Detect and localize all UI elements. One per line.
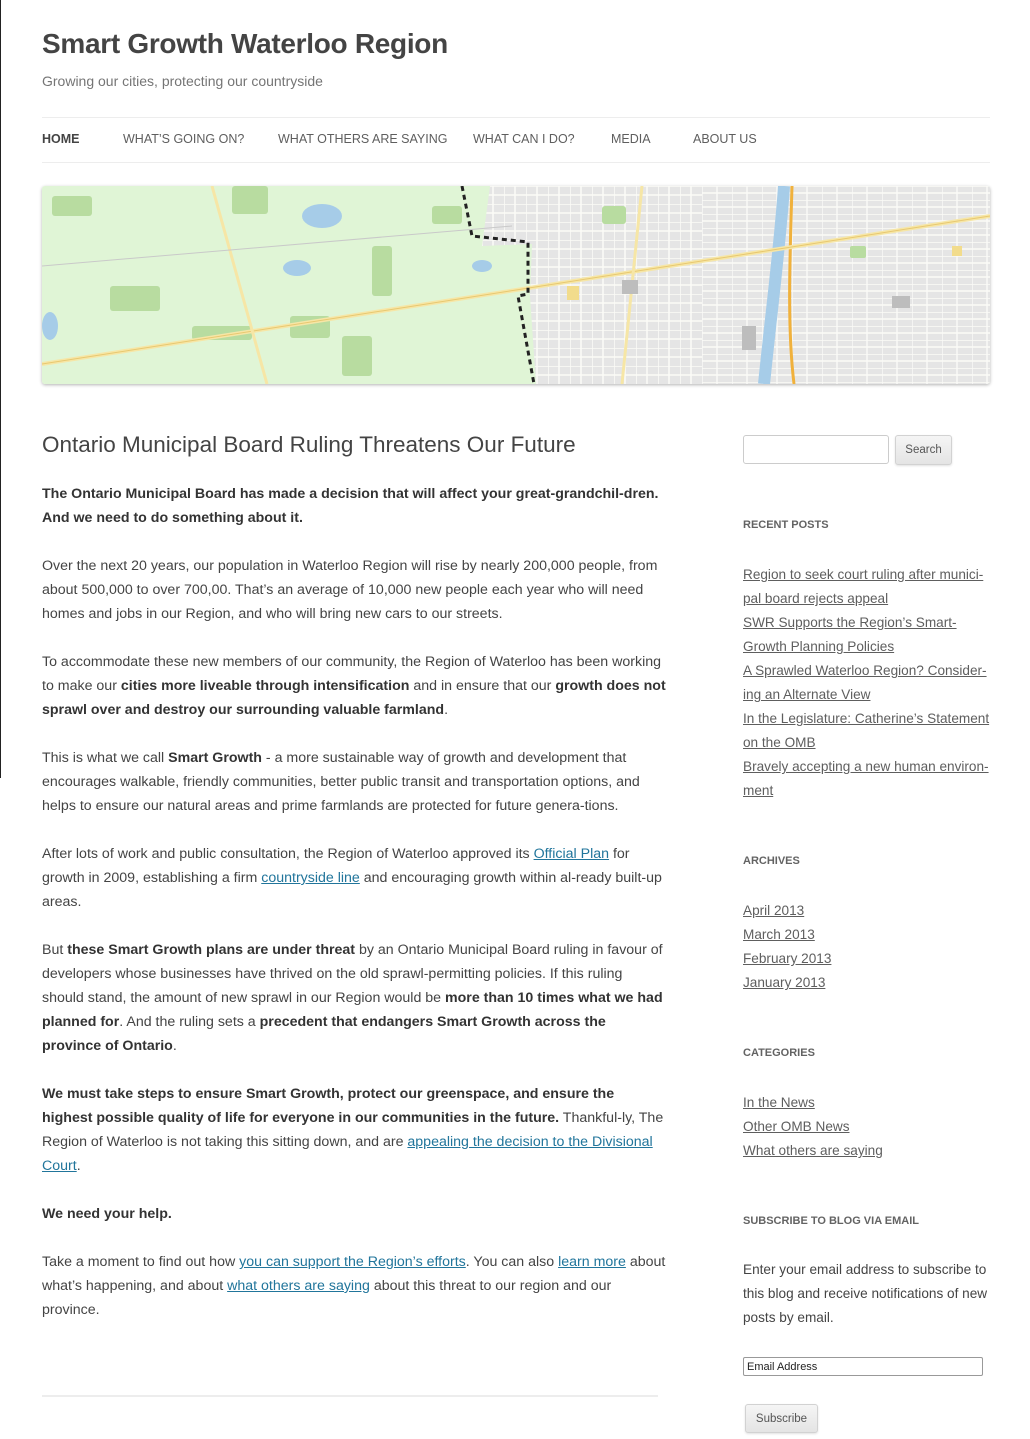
text: Take a moment to find out how	[42, 1254, 240, 1270]
list-item	[743, 1115, 991, 1139]
list-item	[743, 611, 991, 659]
nav-item-what-can-i-do[interactable]: WHAT CAN I DO?	[473, 132, 575, 146]
recent-post-link[interactable]: SWR Supports the Region’s Smart-Growth Planning Policies	[743, 615, 957, 654]
archives-heading: ARCHIVES	[743, 855, 800, 867]
text: .	[172, 1038, 177, 1054]
text: After lots of work and public consultation, the Region of Waterloo approved its	[42, 846, 534, 862]
text: Thankful-ly, The Region of Waterloo is not taking this sitting down, and are	[42, 1110, 664, 1150]
call-to-action-bold: We need your help.	[42, 1206, 172, 1222]
text: . And the ruling sets a	[119, 1014, 260, 1030]
recent-posts-heading: RECENT POSTS	[743, 519, 829, 531]
nav-item-whats-going-on[interactable]: WHAT’S GOING ON?	[123, 132, 245, 146]
recent-post-link[interactable]: A Sprawled Waterloo Region? Consider-ing an Alternate View	[743, 663, 987, 702]
site-description: Growing our cities, protecting our countryside	[42, 73, 323, 89]
text: .	[444, 702, 449, 718]
bold-text: We must take steps to ensure Smart Growth, protect our greenspace, and ensure the highest possible quality of life for everyone in our communities in the future.	[42, 1086, 615, 1126]
subscribe-description: Enter your email address to subscribe to this blog and receive notifications of new posts by email.	[743, 1262, 988, 1325]
bold-text: precedent that endangers Smart Growth across the province of Ontario	[42, 1014, 606, 1054]
post-paragraph	[42, 842, 667, 914]
window-edge	[0, 0, 1, 778]
post-title[interactable]: Ontario Municipal Board Ruling Threatens Our Future	[42, 432, 576, 457]
appealing-decision-link[interactable]: appealing the decision to the Divisional Court	[42, 1134, 653, 1174]
text: about what’s happening, and about	[42, 1254, 666, 1294]
nav-item-media[interactable]: MEDIA	[611, 132, 651, 146]
text: - a more sustainable way of growth and development that encourages walkable, friendly communities, better public transit and transportation options, and helps to ensure our natural areas and prime farmlands are protected for future genera-tions.	[42, 750, 640, 814]
nav-item-home[interactable]: HOME	[42, 132, 80, 146]
site-title[interactable]: Smart Growth Waterloo Region	[42, 28, 448, 59]
list-item	[743, 707, 991, 755]
main-navigation	[42, 117, 990, 163]
list-item	[743, 923, 991, 947]
list-item	[743, 947, 991, 971]
nav-item-about-us[interactable]: ABOUT US	[693, 132, 757, 146]
map-banner-icon	[42, 186, 990, 384]
text: This is what we call	[42, 750, 169, 766]
archive-link[interactable]: April 2013	[743, 903, 805, 918]
recent-post-link[interactable]: Region to seek court ruling after munici-pal board rejects appeal	[743, 567, 984, 606]
text: and encouraging growth within al-ready built-up areas.	[42, 870, 662, 910]
list-item	[743, 971, 991, 995]
post-paragraph	[42, 482, 667, 530]
list-item	[743, 899, 991, 923]
category-link[interactable]: In the News	[743, 1095, 815, 1110]
text: by an Ontario Municipal Board ruling in favour of developers whose businesses have thrived on the old sprawl-permitting policies. If this ruling should stand, the amount of new sprawl in our Region would be	[42, 942, 663, 1006]
post-paragraph	[42, 938, 667, 1058]
post-paragraph	[42, 1250, 667, 1322]
post-paragraph	[42, 746, 667, 818]
list-item	[743, 755, 991, 803]
subscribe-heading: SUBSCRIBE TO BLOG VIA EMAIL	[743, 1215, 920, 1227]
post-content	[42, 482, 667, 1346]
header-map-image[interactable]	[42, 186, 990, 384]
search-input[interactable]	[743, 435, 889, 464]
archive-link[interactable]: January 2013	[743, 975, 826, 990]
text: about this threat to our region and our province.	[42, 1278, 612, 1318]
post-paragraph	[42, 1202, 667, 1226]
recent-post-link[interactable]: Bravely accepting a new human environ-ment	[743, 759, 989, 798]
recent-posts-list	[743, 563, 991, 803]
archives-list	[743, 899, 991, 995]
subscribe-button[interactable]: Subscribe	[745, 1404, 818, 1433]
official-plan-link[interactable]: Official Plan	[533, 846, 610, 862]
bold-text: Smart Growth	[168, 750, 262, 766]
support-region-link[interactable]: you can support the Region’s efforts	[239, 1254, 466, 1270]
post-paragraph	[42, 650, 667, 722]
bold-text: growth does not sprawl over and destroy our surrounding valuable farmland	[42, 678, 666, 718]
category-link[interactable]: Other OMB News	[743, 1119, 850, 1134]
archive-link[interactable]: March 2013	[743, 927, 815, 942]
email-field[interactable]	[743, 1357, 983, 1376]
recent-post-link[interactable]: In the Legislature: Catherine’s Statement on the OMB	[743, 711, 990, 750]
what-others-are-saying-link[interactable]: what others are saying	[227, 1278, 370, 1294]
learn-more-link[interactable]: learn more	[558, 1254, 626, 1270]
countryside-line-link[interactable]: countryside line	[261, 870, 360, 886]
post-paragraph	[42, 1082, 667, 1178]
categories-heading: CATEGORIES	[743, 1047, 815, 1059]
text: To accommodate these new members of our community, the Region of Waterloo has been working to make our	[42, 654, 662, 694]
post-intro-bold: The Ontario Municipal Board has made a decision that will affect your great-grandchil-dren. And we need to do something about it.	[42, 486, 659, 526]
bold-text: these Smart Growth plans are under threat	[67, 942, 356, 958]
search-button[interactable]: Search	[895, 435, 952, 465]
category-link[interactable]: What others are saying	[743, 1143, 883, 1158]
nav-item-what-others-are-saying[interactable]: WHAT OTHERS ARE SAYING	[278, 132, 448, 146]
list-item	[743, 1139, 991, 1163]
list-item	[743, 563, 991, 611]
text: . You can also	[465, 1254, 559, 1270]
bold-text: more than 10 times what we had planned for	[42, 990, 663, 1030]
text: .	[76, 1158, 81, 1174]
list-item	[743, 659, 991, 707]
text: for growth in 2009, establishing a firm	[42, 846, 630, 886]
post-divider	[42, 1395, 658, 1397]
bold-text: cities more liveable through intensification	[120, 678, 410, 694]
list-item	[743, 1091, 991, 1115]
text: But	[42, 942, 68, 958]
post-paragraph: Over the next 20 years, our population in Waterloo Region will rise by nearly 200,000 people, from about 500,000 to over 700,00. That’s an average of 10,000 new people each year who will need homes and jobs in our Region, and who will bring new cars to our streets.	[42, 558, 658, 622]
archive-link[interactable]: February 2013	[743, 951, 832, 966]
text: and in ensure that our	[409, 678, 556, 694]
categories-list	[743, 1091, 991, 1163]
